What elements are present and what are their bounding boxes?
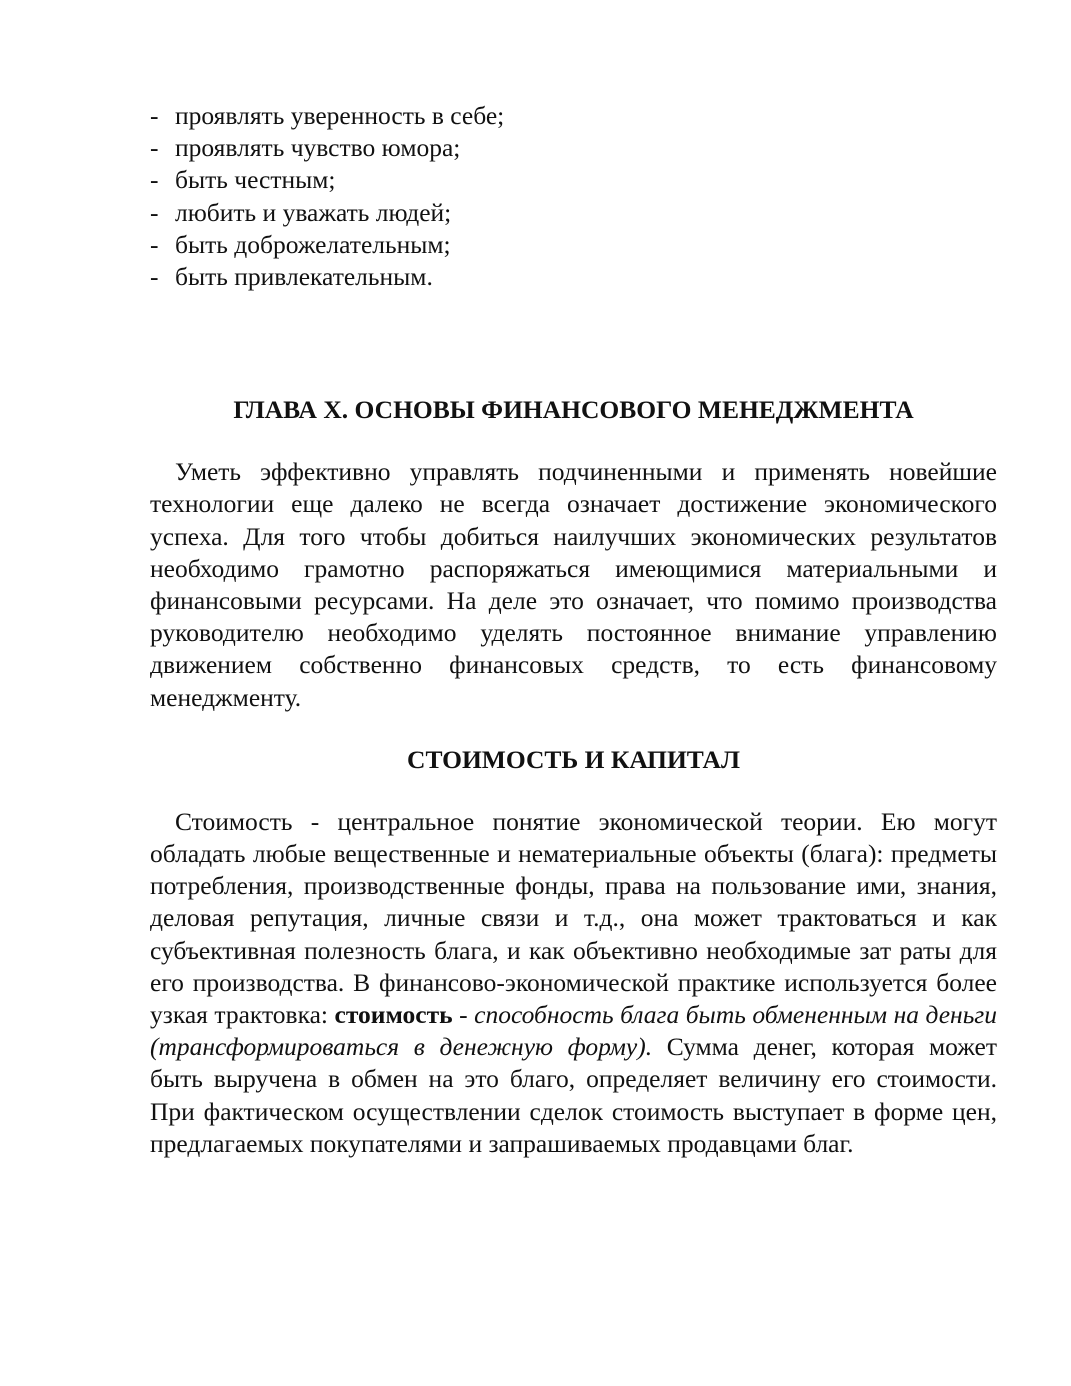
bullet-dash: - (150, 262, 159, 292)
qualities-list (150, 100, 997, 293)
paragraph-text: Стоимость - центральное понятие экономической теории. Ею могут обладать любые вещественные и нематериальные объекты (блага): предметы потребления, производственные фонды, права на пользование ими, знания, деловая репутация, личные связи и т.д., она может трактоваться и как субъективная полезность блага, и как объективно необходимые зат раты для его производства. В финансово-экономической практике используется более узкая трактовка: (150, 806, 997, 1030)
bullet-dash: - (150, 133, 159, 163)
section-paragraph (150, 806, 997, 1160)
bullet-dash: - (150, 165, 159, 195)
bullet-dash: - (150, 197, 159, 227)
list-item-text: быть доброжелательным; (175, 229, 451, 259)
chapter-title: ГЛАВА X. ОСНОВЫ ФИНАНСОВОГО МЕНЕДЖМЕНТА (233, 395, 914, 425)
list-item-text: быть привлекательным. (175, 262, 433, 292)
list-item (150, 197, 997, 229)
list-item (150, 261, 997, 293)
list-item-text: проявлять уверенность в себе; (175, 101, 505, 130)
document-page (150, 100, 997, 1160)
list-item (150, 132, 997, 164)
defined-term: стоимость (334, 1000, 453, 1030)
chapter-intro-paragraph: Уметь эффективно управлять подчиненными и применять новейшие технологии еще далеко не всегда означает достижение экономического успеха. Для того чтобы добиться наилучших экономических результатов необходимо грамотно распоряжаться имеющимися материальными и финансовыми ресурсами. На деле это означает, что помимо производства руководителю необходимо уделять постоянное внимание управлению движением собственно финансовых средств, то есть финансовому менеджменту. (150, 457, 997, 712)
list-item-text: проявлять чувство юмора; (175, 133, 461, 163)
term-definition: - способность блага быть обмененным на деньги (трансформироваться в денежную форму). (150, 1000, 997, 1062)
list-item (150, 100, 997, 132)
list-item (150, 164, 997, 196)
bullet-dash: - (150, 101, 159, 130)
list-item-text: быть честным; (175, 165, 336, 195)
section-title: СТОИМОСТЬ И КАПИТАЛ (407, 744, 740, 774)
bullet-dash: - (150, 229, 159, 259)
list-item (150, 229, 997, 261)
paragraph-text-continued: Сумма денег, которая может быть выручена в обмен на это благо, определяет величину его стоимости. При фактическом осуществлении сделок стоимость выступает в форме цен, предлагаемых покупателями и запрашиваемых продавцами благ. (150, 1032, 997, 1158)
list-item-text: любить и уважать людей; (175, 197, 452, 227)
